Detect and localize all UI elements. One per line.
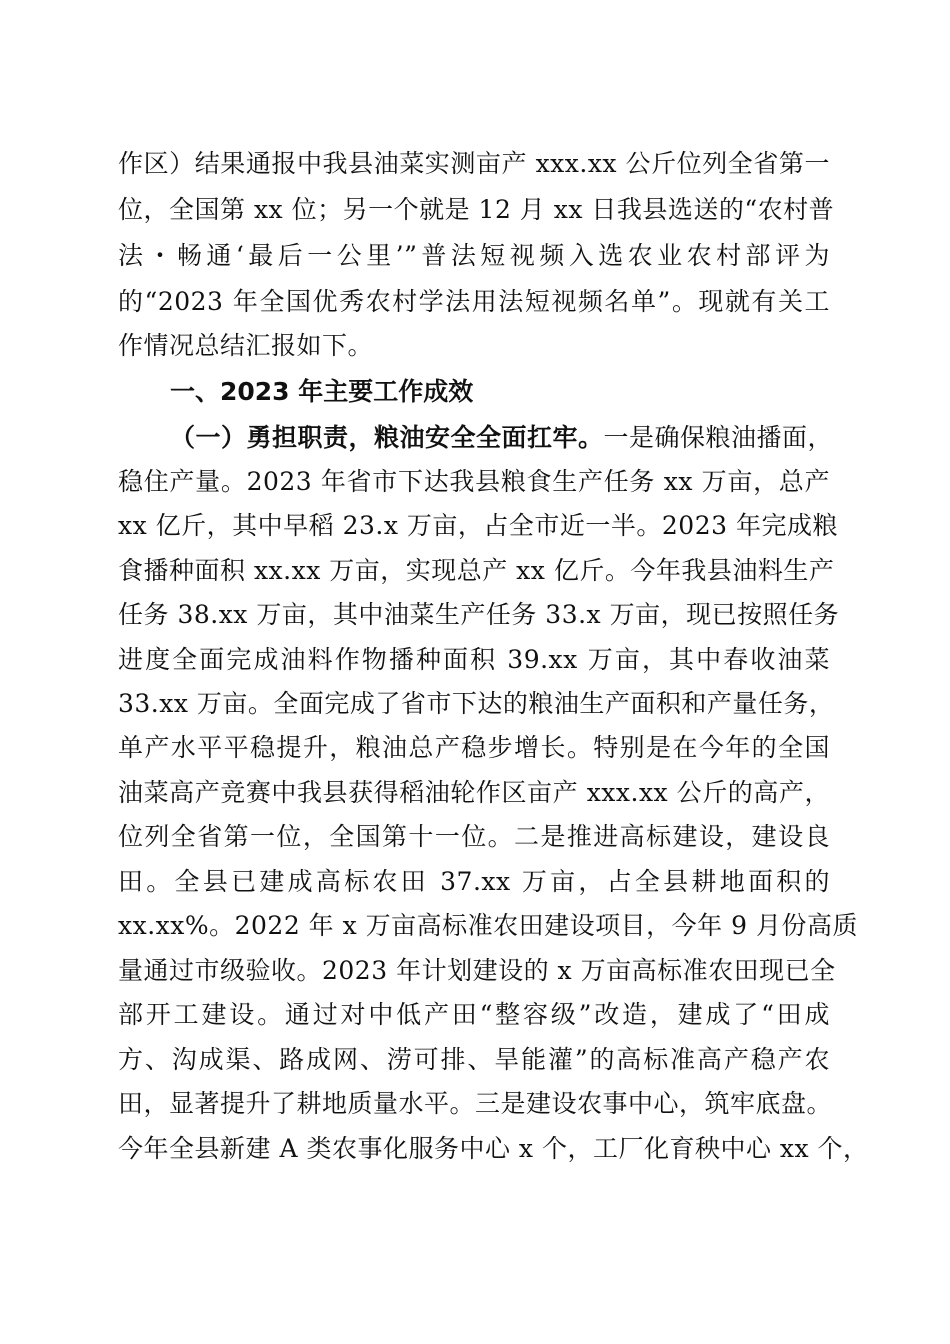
paragraph-line: 田，显著提升了耕地质量水平。三是建设农事中心，筑牢底盘。 bbox=[118, 1089, 833, 1118]
subsection-title: （一）勇担职责，粮油安全全面扛牢。 bbox=[170, 423, 604, 452]
paragraph-line: 田。全县已建成高标农田 37.xx 万亩，占全县耕地面积的 bbox=[118, 867, 830, 896]
paragraph-line: 稳住产量。2023 年省市下达我县粮食生产任务 xx 万亩，总产 bbox=[118, 467, 830, 496]
paragraph-line: 作情况总结汇报如下。 bbox=[118, 331, 374, 360]
paragraph-line: 进度全面完成油料作物播种面积 39.xx 万亩，其中春收油菜 bbox=[118, 645, 830, 674]
paragraph-line: xx.xx%。2022 年 x 万亩高标准农田建设项目，今年 9 月份高质 bbox=[118, 911, 858, 940]
paragraph-line: xx 亿斤，其中早稻 23.x 万亩，占全市近一半。2023 年完成粮 bbox=[118, 511, 838, 540]
paragraph-line: 量通过市级验收。2023 年计划建设的 x 万亩高标准农田现已全 bbox=[118, 956, 836, 985]
paragraph-line: 的“2023 年全国优秀农村学法用法短视频名单”。现就有关工 bbox=[118, 287, 830, 316]
paragraph-line: 今年全县新建 A 类农事化服务中心 x 个，工厂化育秧中心 xx 个， bbox=[118, 1134, 869, 1163]
paragraph-line: 任务 38.xx 万亩，其中油菜生产任务 33.x 万亩，现已按照任务 bbox=[118, 600, 840, 629]
paragraph-line: 油菜高产竞赛中我县获得稻油轮作区亩产 xxx.xx 公斤的高产， bbox=[118, 778, 830, 807]
paragraph-line: 位列全省第一位，全国第十一位。二是推进高标建设，建设良 bbox=[118, 822, 830, 851]
paragraph-line: 方、沟成渠、路成网、涝可排、旱能灌”的高标准高产稳产农 bbox=[118, 1045, 830, 1074]
paragraph-line: 位，全国第 xx 位；另一个就是 12 月 xx 日我县选送的“农村普 bbox=[118, 195, 835, 224]
paragraph-line: 部开工建设。通过对中低产田“整容级”改造，建成了“田成 bbox=[118, 1000, 830, 1029]
subsection-first-line-text: 一是确保粮油播面， bbox=[603, 423, 834, 452]
section-heading: 一、2023 年主要工作成效 bbox=[170, 377, 474, 406]
paragraph-line: 法・畅通‘最后一公里’”普法短视频入选农业农村部评为 bbox=[118, 241, 830, 270]
paragraph-line: 单产水平平稳提升，粮油总产稳步增长。特别是在今年的全国 bbox=[118, 733, 830, 762]
paragraph-line: 33.xx 万亩。全面完成了省市下达的粮油生产面积和产量任务， bbox=[118, 689, 835, 718]
subsection-first-line bbox=[170, 418, 834, 458]
paragraph-line: 食播种面积 xx.xx 万亩，实现总产 xx 亿斤。今年我县油料生产 bbox=[118, 556, 835, 585]
paragraph-line: 作区）结果通报中我县油菜实测亩产 xxx.xx 公斤位列全省第一 bbox=[118, 149, 830, 178]
